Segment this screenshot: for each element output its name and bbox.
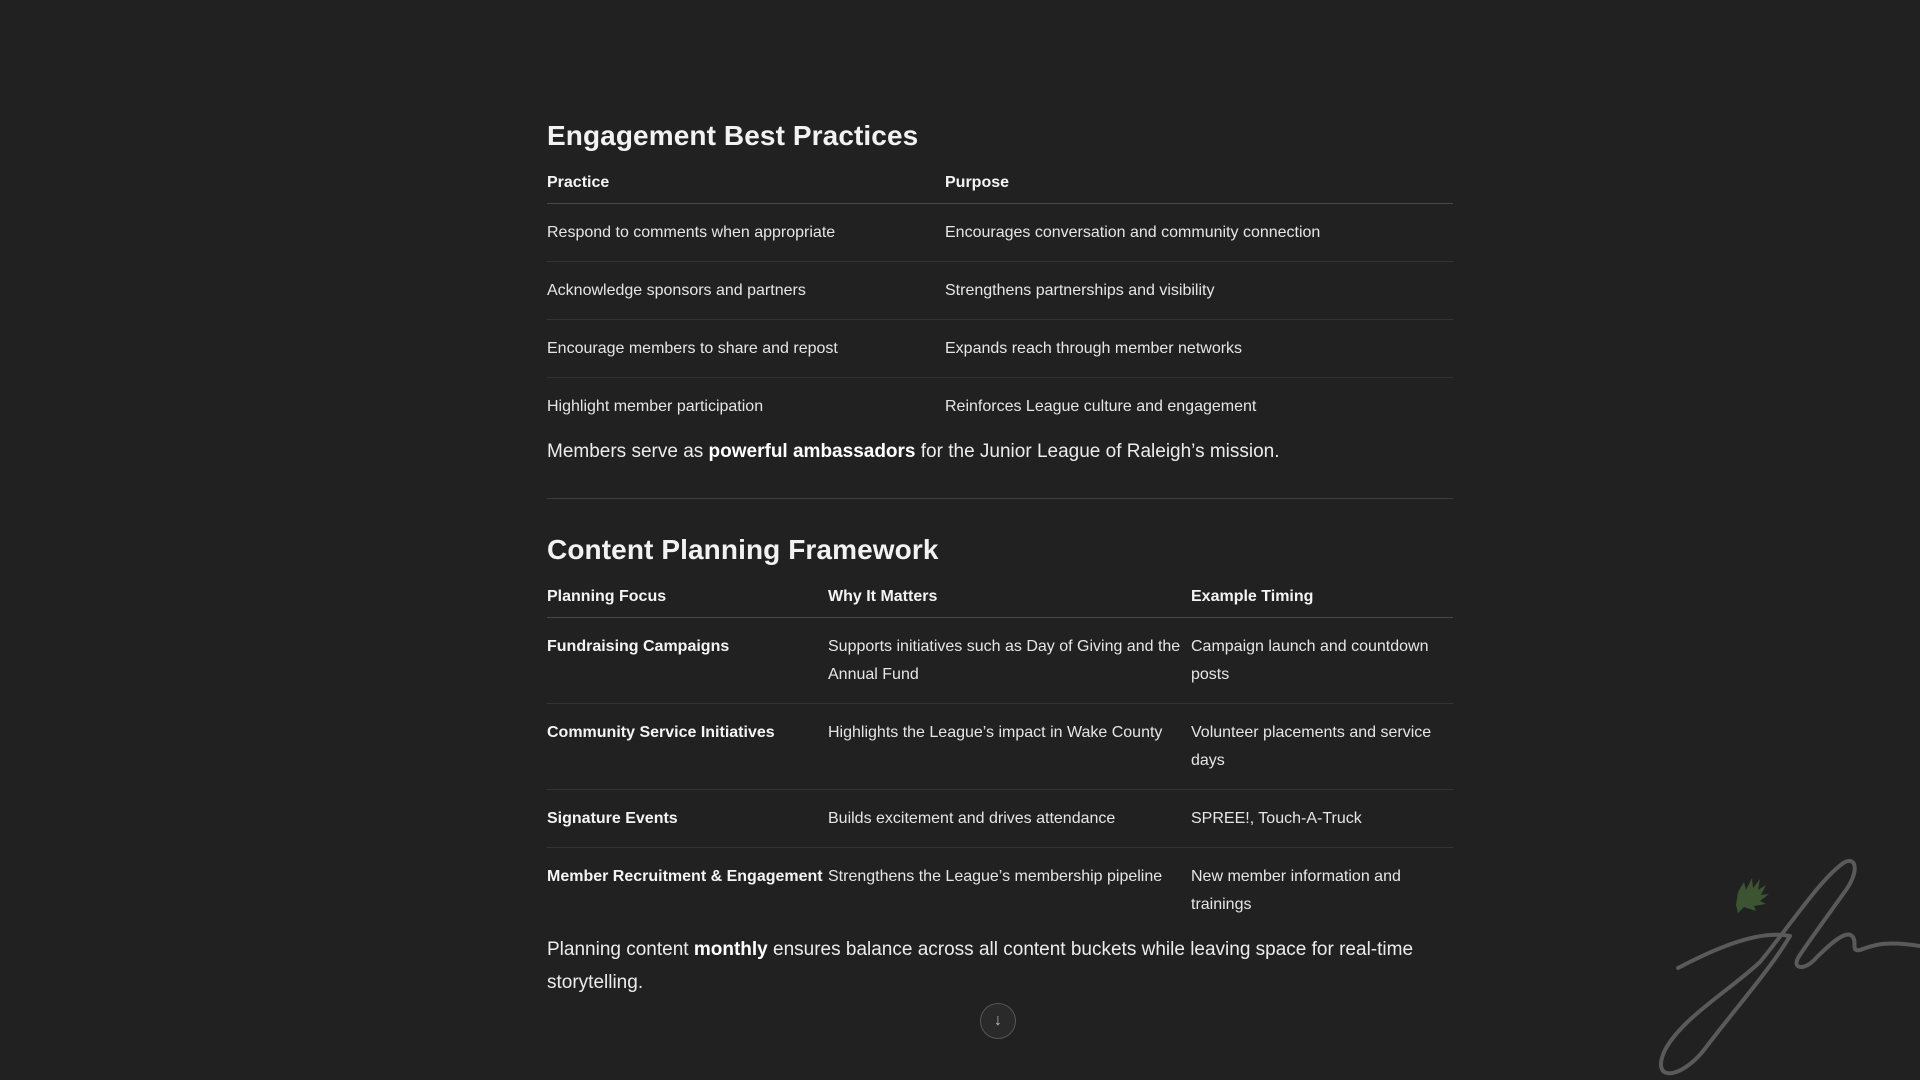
practice-cell: Acknowledge sponsors and partners <box>547 262 945 320</box>
purpose-cell: Strengthens partnerships and visibility <box>945 262 1453 320</box>
why-it-matters-cell: Strengthens the League’s membership pipeline <box>828 868 1163 885</box>
planning-focus-cell: Fundraising Campaigns <box>547 618 828 704</box>
table-row <box>547 262 1453 320</box>
column-header-purpose: Purpose <box>945 174 1453 204</box>
column-header-practice: Practice <box>547 174 945 204</box>
engagement-table <box>547 174 1453 435</box>
purpose-cell: Expands reach through member networks <box>945 320 1453 378</box>
script-lettering <box>1661 861 1920 1073</box>
jlr-logo-watermark <box>1620 850 1920 1080</box>
ambassadors-paragraph <box>547 435 1453 468</box>
leaf-icon <box>1736 878 1769 913</box>
planning-focus-cell: Signature Events <box>547 790 828 848</box>
section-heading-content-planning: Content Planning Framework <box>547 534 939 565</box>
column-header-planning-focus: Planning Focus <box>547 588 828 618</box>
purpose-cell: Encourages conversation and community connection <box>945 204 1453 262</box>
paragraph-text: ensures balance across all content buckets while leaving space for real-time storytelling. <box>547 939 1414 993</box>
table-row <box>547 848 1453 934</box>
table-row <box>547 320 1453 378</box>
table-header-row <box>547 588 1453 618</box>
planning-focus-cell: Member Recruitment & Engagement <box>547 868 823 885</box>
section-divider <box>547 498 1453 499</box>
practice-cell: Encourage members to share and repost <box>547 320 945 378</box>
example-timing-cell: Campaign launch and countdown posts <box>1191 618 1453 704</box>
planning-paragraph <box>547 933 1453 999</box>
practice-cell: Highlight member participation <box>547 398 764 415</box>
column-header-why-it-matters: Why It Matters <box>828 588 1191 618</box>
paragraph-text: for the Junior League of Raleigh’s mission. <box>915 441 1280 462</box>
paragraph-text: Planning content <box>547 939 694 960</box>
why-it-matters-cell: Highlights the League’s impact in Wake County <box>828 704 1191 790</box>
paragraph-text: Members serve as <box>547 441 709 462</box>
document-content <box>547 120 1453 999</box>
paragraph-emphasis: monthly <box>693 939 768 960</box>
table-row <box>547 378 1453 436</box>
table-row <box>547 618 1453 704</box>
why-it-matters-cell: Builds excitement and drives attendance <box>828 790 1191 848</box>
practice-cell: Respond to comments when appropriate <box>547 204 945 262</box>
example-timing-cell: SPREE!, Touch-A-Truck <box>1191 790 1453 848</box>
example-timing-cell: Volunteer placements and service days <box>1191 704 1453 790</box>
purpose-cell: Reinforces League culture and engagement <box>945 398 1257 415</box>
section-heading-engagement: Engagement Best Practices <box>547 120 919 151</box>
content-planning-table <box>547 588 1453 933</box>
table-row <box>547 204 1453 262</box>
why-it-matters-cell: Supports initiatives such as Day of Giving and the Annual Fund <box>828 618 1191 704</box>
table-header-row <box>547 174 1453 204</box>
planning-focus-cell: Community Service Initiatives <box>547 704 828 790</box>
column-header-example-timing: Example Timing <box>1191 588 1453 618</box>
example-timing-cell: New member information and trainings <box>1191 868 1401 913</box>
scroll-to-bottom-button[interactable] <box>980 1003 1016 1039</box>
paragraph-emphasis: powerful ambassadors <box>708 441 916 462</box>
arrow-down-icon: ↓ <box>994 1012 1002 1029</box>
table-row <box>547 790 1453 848</box>
table-row <box>547 704 1453 790</box>
